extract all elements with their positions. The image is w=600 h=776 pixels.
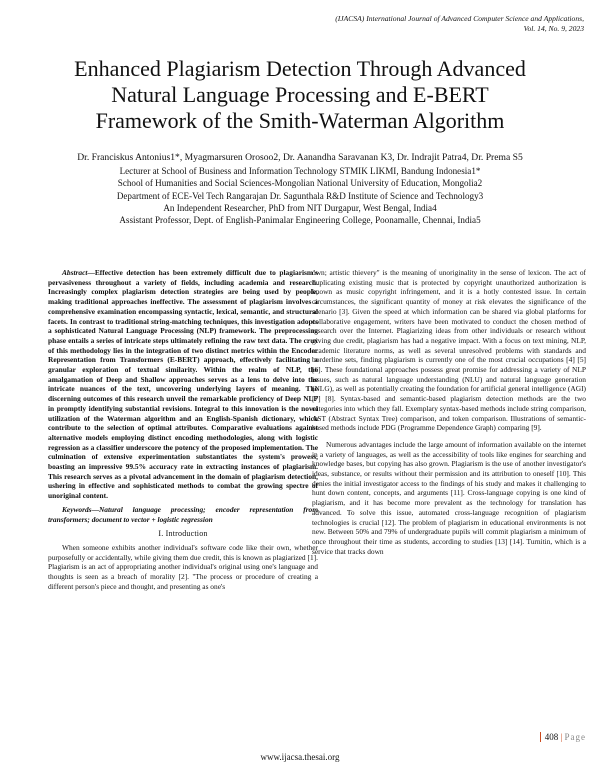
right-column: [312, 268, 586, 556]
title-line-2: Natural Language Processing and E-BERT: [111, 82, 489, 107]
keywords-text: Natural language processing; encoder representation from transformers; document to vector + logistic regression: [48, 504, 318, 524]
affiliation-2: School of Humanities and Social Sciences-Mongolian National University of Education, Mongolia2: [117, 178, 483, 189]
journal-name: (IJACSA) International Journal of Advanced Computer Science and Applications,: [335, 14, 584, 23]
intro-paragraph-2: Numerous advantages include the large amount of information available on the internet in a variety of languages, as well as the accessibility of tools like engines for searching and knowledge bases, but copying has also grown. Plagiarism is the use of another investigator's ideas, substance, or results without their permission and its attribution to oneself [10]. This denies the initial investigator access to the findings of his study and makes it challenging to hunt down content, concepts, and arguments [11]. Cross-language copying is one kind of plagiarism, and it has become more prevalent as the technology for translation has advanced. To solve this issue, automated cross-language recognition of plagiarism technologies is crucial [12]. The problem of plagiarism in educational environments is not new. Between 50% and 79% of undergraduate pupils will commit plagiarism a minimum of once throughout their time as students, according to studies [13] [14]. Turnitin, which is a service that tracks down: [312, 439, 586, 556]
journal-volume: Vol. 14, No. 9, 2023: [523, 24, 584, 33]
keywords-label: Keywords—: [62, 504, 99, 514]
title-line-3: Framework of the Smith-Waterman Algorithm: [95, 108, 505, 133]
page-separator: |: [560, 732, 563, 742]
page-label: Page: [564, 732, 586, 742]
keywords: [48, 505, 318, 524]
abstract: [48, 268, 318, 501]
title-line-1: Enhanced Plagiarism Detection Through Advanced: [74, 56, 526, 81]
page-number: 408: [544, 732, 559, 742]
paper-title: [40, 56, 560, 134]
intro-paragraph-1-end: own; artistic thievery" is the meaning of unoriginality in the sense of lexicon. The act of duplicating existing music that is protected by copyright unauthorized authorization is known as music copyright infringement, and it is a hotly contested issue. In certain circumstances, the significant quantity of money at risk elevates the significance of the scenario [3]. Given the speed at which information can be shared via global platforms for collaborative engagement, writers have been motivated to conduct the chosen method of research over the Internet. Plagiarizing ideas from other individuals or research without giving due credit, plagiarism has had a negative impact. With a focus on text mining, NLP, academic literature norms, as well as several unresolved problems with standards and borderline sets, finding plagiarism is currently one of the most crucial occupations [4] [5] [6]. These foundational approaches possess great promise for addressing a variety of NLP issues, such as natural language understanding (NLU) and natural language generation (NLG), as well as potentially creating the foundation for artificial general intelligence (AGI) [7] [8]. Syntax-based and semantic-based plagiarism detection methods are the two categories into which they fall. Exemplary syntax-based methods include string comparison, AST (Abstract Syntax Tree) comparison, and token comparison. Illustrations of semantic-based methods include PDG (Programme Dependence Graph) comparing [9].: [312, 268, 586, 433]
affiliation-4: An Independent Researcher, PhD from NIT Durgapur, West Bengal, India4: [163, 202, 437, 213]
affiliation-5: Assistant Professor, Dept. of English-Panimalar Engineering College, Poonamalle, Chennai, India5: [119, 215, 481, 226]
abstract-text: Effective detection has been extremely difficult due to plagiarism's pervasiveness throughout a variety of fields, including academia and research. Increasingly complex plagiarism detection strategies are being used by people, making traditional approaches ineffective. The assessment of plagiarism involves a comprehensive examination encompassing syntactic, lexical, semantic, and structural facets. In contrast to traditional string-matching techniques, this investigation adopts a sophisticated Natural Language Processing (NLP) framework. The preprocessing phase entails a series of intricate steps ultimately refining the raw text data. The crux of this methodology lies in the integration of two distinct metrics within the Encoder Representation from Transformers (E-BERT) approach, effectively facilitating a granular exploration of textual similarity. Within the realm of NLP, the amalgamation of Deep and Shallow approaches serves as a lens to delve into the intricate nuances of the text, uncovering underlying layers of meaning. The discerning outcomes of this research unveil the remarkable proficiency of Deep NLP in promptly identifying substantial revisions. Integral to this innovation is the novel utilization of the Waterman algorithm and an English-Spanish dictionary, which contribute to the selection of optimal attributes. Comparative evaluations against alternative models employing distinct encoding methodologies, along with logistic regression as a classifier underscore the potency of the proposed implementation. The culmination of extensive experimentation substantiates the system's prowess, boasting an impressive 99.5% accuracy rate in extracting instances of plagiarism. This research serves as a pivotal advancement in the domain of plagiarism detection, ushering in effective and sophisticated methods to combat the growing spectre of unoriginal content.: [48, 268, 318, 501]
section-heading-introduction: I. Introduction: [158, 529, 208, 539]
author-names: Dr. Franciskus Antonius1*, Myagmarsuren Orosoo2, Dr. Aanandha Saravanan K3, Dr. Indrajit Patra4, Dr. Prema S5: [77, 152, 523, 163]
author-block: [14, 152, 586, 226]
abstract-label: Abstract—: [62, 268, 95, 277]
affiliation-1: Lecturer at School of Business and Information Technology STMIK LIKMI, Bandung Indonesia1*: [119, 166, 481, 177]
intro-paragraph-1-start: When someone exhibits another individual's software code like their own, whether purposefully or accidentally, while giving them due credit, this is known as plagiarized [1]. Plagiarism is an act of appropriating another individual's original using one's language and thoughts is seen as a breach of morality [2]. "The process or procedure of creating a different person's piece and thought, and presenting as one's: [48, 542, 318, 591]
footer-page-number: [540, 732, 586, 742]
left-column: [48, 268, 318, 592]
affiliation-3: Department of ECE-Vel Tech Rangarajan Dr. Sagunthala R&D Institute of Science and Technology3: [116, 190, 484, 201]
footer-url[interactable]: www.ijacsa.thesai.org: [260, 752, 340, 762]
journal-header: [335, 14, 584, 34]
